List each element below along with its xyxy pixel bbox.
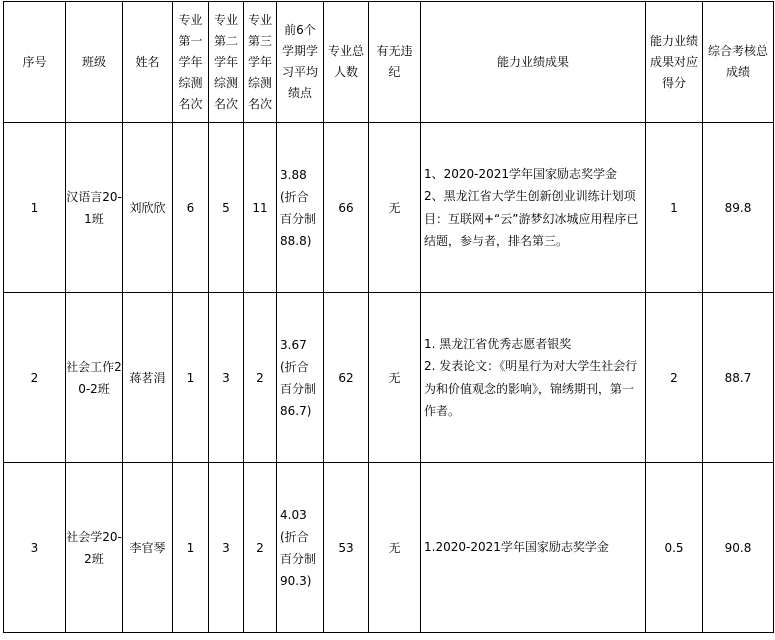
header-row	[4, 2, 774, 123]
header-total-score: 综合考核总成绩	[703, 2, 774, 123]
header-achievements: 能力业绩成果	[421, 2, 646, 123]
cell-gpa: 3.88(折合百分制88.8)	[277, 123, 324, 293]
header-name: 姓名	[123, 2, 173, 123]
header-gpa: 前6个学期学习平均绩点	[277, 2, 324, 123]
cell-name: 李官琴	[123, 463, 173, 633]
table-row	[4, 123, 774, 293]
cell-total-score: 90.8	[703, 463, 774, 633]
cell-rank-year2: 3	[209, 463, 244, 633]
header-rank-year3: 专业第三学年综测名次	[244, 2, 277, 123]
cell-violation: 无	[369, 123, 421, 293]
header-major-total: 专业总人数	[324, 2, 369, 123]
header-seq: 序号	[4, 2, 66, 123]
cell-total-score: 88.7	[703, 293, 774, 463]
cell-gpa: 4.03(折合百分制90.3)	[277, 463, 324, 633]
cell-rank-year2: 3	[209, 293, 244, 463]
cell-rank-year2: 5	[209, 123, 244, 293]
header-achievement-score: 能力业绩成果对应得分	[646, 2, 703, 123]
cell-rank-year1: 1	[173, 463, 209, 633]
achievement-item: 2. 发表论文：《明星行为对大学生社会行为和价值观念的影响》，锦绣期刊，第一作者。	[424, 359, 638, 418]
cell-rank-year1: 1	[173, 293, 209, 463]
cell-achievement-score: 0.5	[646, 463, 703, 633]
cell-class: 社会工作20-2班	[66, 293, 123, 463]
cell-seq: 1	[4, 123, 66, 293]
cell-total-score: 89.8	[703, 123, 774, 293]
cell-violation: 无	[369, 463, 421, 633]
cell-class: 社会学20-2班	[66, 463, 123, 633]
header-class: 班级	[66, 2, 123, 123]
cell-achievement-score: 2	[646, 293, 703, 463]
cell-name: 刘欣欣	[123, 123, 173, 293]
header-rank-year1: 专业第一学年综测名次	[173, 2, 209, 123]
cell-violation: 无	[369, 293, 421, 463]
cell-rank-year1: 6	[173, 123, 209, 293]
cell-major-total: 62	[324, 293, 369, 463]
evaluation-table	[3, 1, 774, 633]
cell-achievements	[421, 463, 646, 633]
achievement-item: 1.2020-2021学年国家励志奖学金	[424, 540, 609, 555]
cell-rank-year3: 11	[244, 123, 277, 293]
cell-class: 汉语言20-1班	[66, 123, 123, 293]
header-violation: 有无违纪	[369, 2, 421, 123]
table-row	[4, 293, 774, 463]
achievement-item: 1、2020-2021学年国家励志奖学金	[424, 166, 618, 181]
cell-name: 蒋茗涓	[123, 293, 173, 463]
cell-achievements	[421, 293, 646, 463]
cell-achievements	[421, 123, 646, 293]
table-row	[4, 463, 774, 633]
cell-achievement-score: 1	[646, 123, 703, 293]
achievement-item: 1. 黑龙江省优秀志愿者银奖	[424, 336, 572, 351]
cell-major-total: 53	[324, 463, 369, 633]
cell-rank-year3: 2	[244, 463, 277, 633]
cell-major-total: 66	[324, 123, 369, 293]
achievement-item: 2、黑龙江省大学生创新创业训练计划项目：互联网+“云”游梦幻冰城应用程序已结题，参与者，排名第三。	[424, 189, 639, 248]
header-rank-year2: 专业第二学年综测名次	[209, 2, 244, 123]
cell-gpa: 3.67(折合百分制86.7)	[277, 293, 324, 463]
cell-seq: 3	[4, 463, 66, 633]
cell-seq: 2	[4, 293, 66, 463]
cell-rank-year3: 2	[244, 293, 277, 463]
